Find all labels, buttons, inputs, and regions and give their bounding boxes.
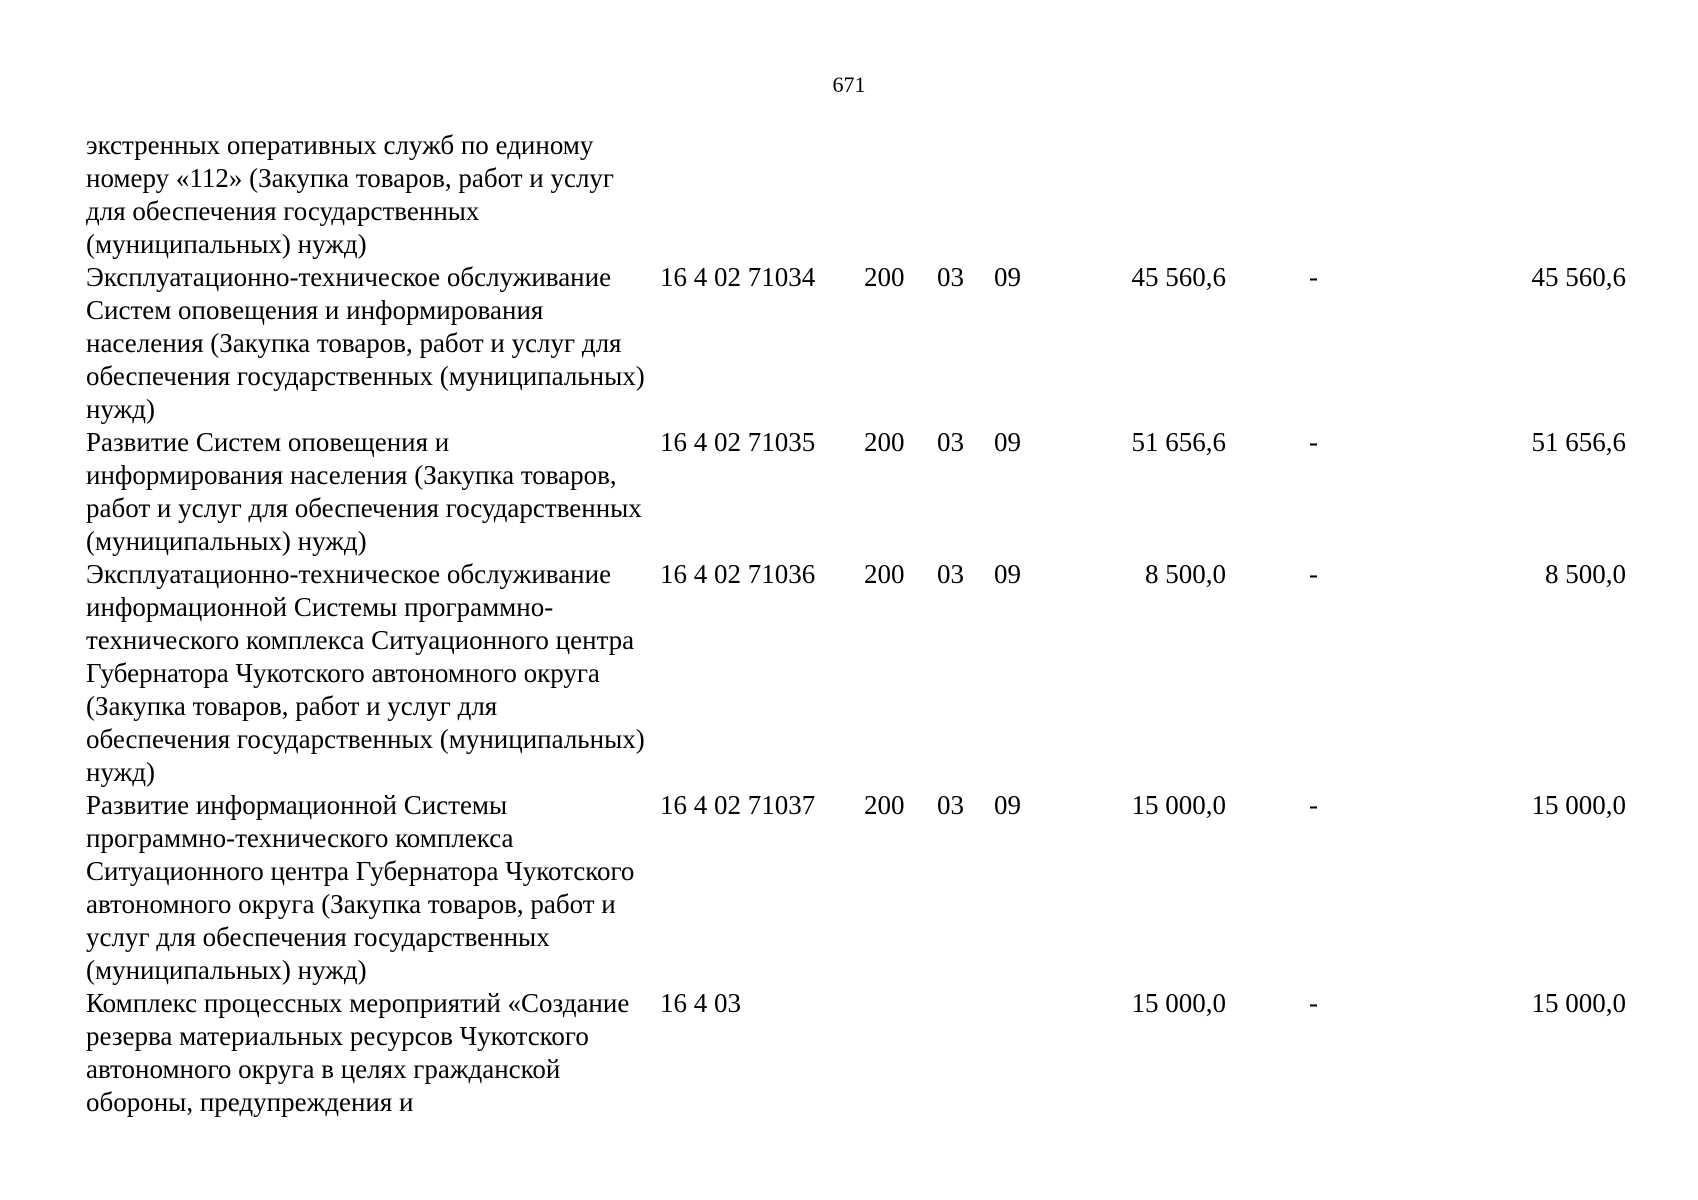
row-description: Комплекс процессных мероприятий «Создание резерва материальных ресурсов Чукотского автономного округа в целях гражданской обороны, предупреждения и xyxy=(86,988,630,1117)
row-section: 03 xyxy=(937,559,964,589)
row-description: Развитие информационной Системы программно-технического комплекса Ситуационного центра Губернатора Чукотского автономного округа (Закупка товаров, работ и услуг для обеспечения государственных (муниципальных) нужд) xyxy=(86,790,635,985)
row-subsection: 09 xyxy=(994,262,1021,292)
row-amount-2: - xyxy=(1309,988,1318,1018)
table-row xyxy=(86,129,1626,261)
row-amount-1: 8 500,0 xyxy=(1145,559,1226,589)
page-number: 671 xyxy=(832,72,866,97)
row-target-code: 16 4 02 71036 xyxy=(660,559,816,589)
row-description: Эксплуатационно-техническое обслуживание Систем оповещения и информирования населения (Закупка товаров, работ и услуг для обеспечения государственных (муниципальных) нужд) xyxy=(86,262,645,424)
row-amount-2: - xyxy=(1309,427,1318,457)
row-subsection: 09 xyxy=(994,790,1021,820)
budget-table xyxy=(86,129,1626,1119)
row-expense-type: 200 xyxy=(864,559,905,589)
row-amount-2: - xyxy=(1309,790,1318,820)
row-amount-2: - xyxy=(1309,262,1318,292)
row-target-code: 16 4 02 71035 xyxy=(660,427,816,457)
row-amount-1: 45 560,6 xyxy=(1131,262,1226,292)
row-amount-1: 15 000,0 xyxy=(1131,790,1226,820)
row-amount-1: 51 656,6 xyxy=(1131,427,1226,457)
table-row xyxy=(86,426,1626,558)
row-target-code: 16 4 02 71037 xyxy=(660,790,816,820)
row-expense-type: 200 xyxy=(864,427,905,457)
row-description: Эксплуатационно-техническое обслуживание информационной Системы программно-технического комплекса Ситуационного центра Губернатора Чукотского автономного округа (Закупка товаров, работ и услуг для обеспечения государственных (муниципальных) нужд) xyxy=(86,559,645,787)
table-row xyxy=(86,558,1626,789)
row-description: экстренных оперативных служб по единому номеру «112» (Закупка товаров, работ и услуг для обеспечения государственных (муниципальных) нужд) xyxy=(86,130,614,259)
table-row xyxy=(86,261,1626,426)
table-row xyxy=(86,987,1626,1119)
row-description: Развитие Систем оповещения и информирования населения (Закупка товаров, работ и услуг для обеспечения государственных (муниципальных) нужд) xyxy=(86,427,642,556)
row-section: 03 xyxy=(937,427,964,457)
row-target-code: 16 4 03 xyxy=(660,988,741,1018)
row-amount-total: 15 000,0 xyxy=(1531,988,1626,1018)
row-section: 03 xyxy=(937,262,964,292)
row-target-code: 16 4 02 71034 xyxy=(660,262,816,292)
row-amount-total: 15 000,0 xyxy=(1531,790,1626,820)
row-section: 03 xyxy=(937,790,964,820)
row-amount-1: 15 000,0 xyxy=(1131,988,1226,1018)
row-expense-type: 200 xyxy=(864,262,905,292)
row-amount-total: 8 500,0 xyxy=(1545,559,1626,589)
row-amount-2: - xyxy=(1309,559,1318,589)
row-subsection: 09 xyxy=(994,559,1021,589)
table-row xyxy=(86,789,1626,987)
row-amount-total: 51 656,6 xyxy=(1531,427,1626,457)
row-expense-type: 200 xyxy=(864,790,905,820)
row-amount-total: 45 560,6 xyxy=(1531,262,1626,292)
row-subsection: 09 xyxy=(994,427,1021,457)
